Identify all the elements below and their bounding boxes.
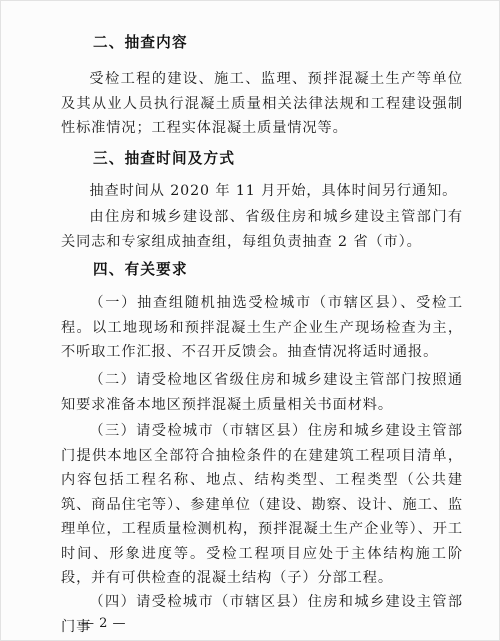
section-three-paragraph-2: 由住房和城乡建设部、省级住房和城乡建设主管部门有关同志和专家组成抽查组，每组负责抽查 2 省（市）。 — [61, 209, 463, 250]
section-four-item-2: （二）请受检地区省级住房和城乡建设主管部门按照通知要求准备本地区预拌混凝土质量相关书面材料。 — [61, 372, 463, 413]
section-three-heading: 三、抽查时间及方式 — [93, 150, 236, 167]
section-four-item-4: （四）请受检城市（市辖区县）住房和城乡建设主管部门事 — [61, 594, 463, 635]
section-four-heading: 四、有关要求 — [93, 261, 188, 278]
section-three-paragraph-1: 抽查时间从 2020 年 11 月开始，具体时间另行通知。 — [89, 183, 458, 199]
page-number: — 2 — — [81, 616, 127, 631]
section-four-item-1: （一）抽查组随机抽选受检城市（市辖区县）、受检工程。以工地现场和预拌混凝土生产企业生产现场检查为主，不听取工作汇报、不召开反馈会。抽查情况将适时通报。 — [61, 295, 463, 360]
section-two-heading: 二、抽查内容 — [93, 34, 188, 51]
section-four-item-3: （三）请受检城市（市辖区县）住房和城乡建设主管部门提供本地区全部符合抽检条件的在建建筑工程项目清单，内容包括工程名称、地点、结构类型、工程类型（公共建筑、商品住宅等）、参建单位（建设、勘察、设计、施工、监理单位，工程质量检测机构，预拌混凝土生产企业等）、开工时间、形象进度等。受检工程项目应处于主体结构施工阶段，并有可供检查的混凝土结构（子）分部工程。 — [61, 423, 463, 586]
section-two-body: 受检工程的建设、施工、监理、预拌混凝土生产等单位及其从业人员执行混凝土质量相关法律法规和工程建设强制性标准情况；工程实体混凝土质量情况等。 — [61, 71, 463, 136]
